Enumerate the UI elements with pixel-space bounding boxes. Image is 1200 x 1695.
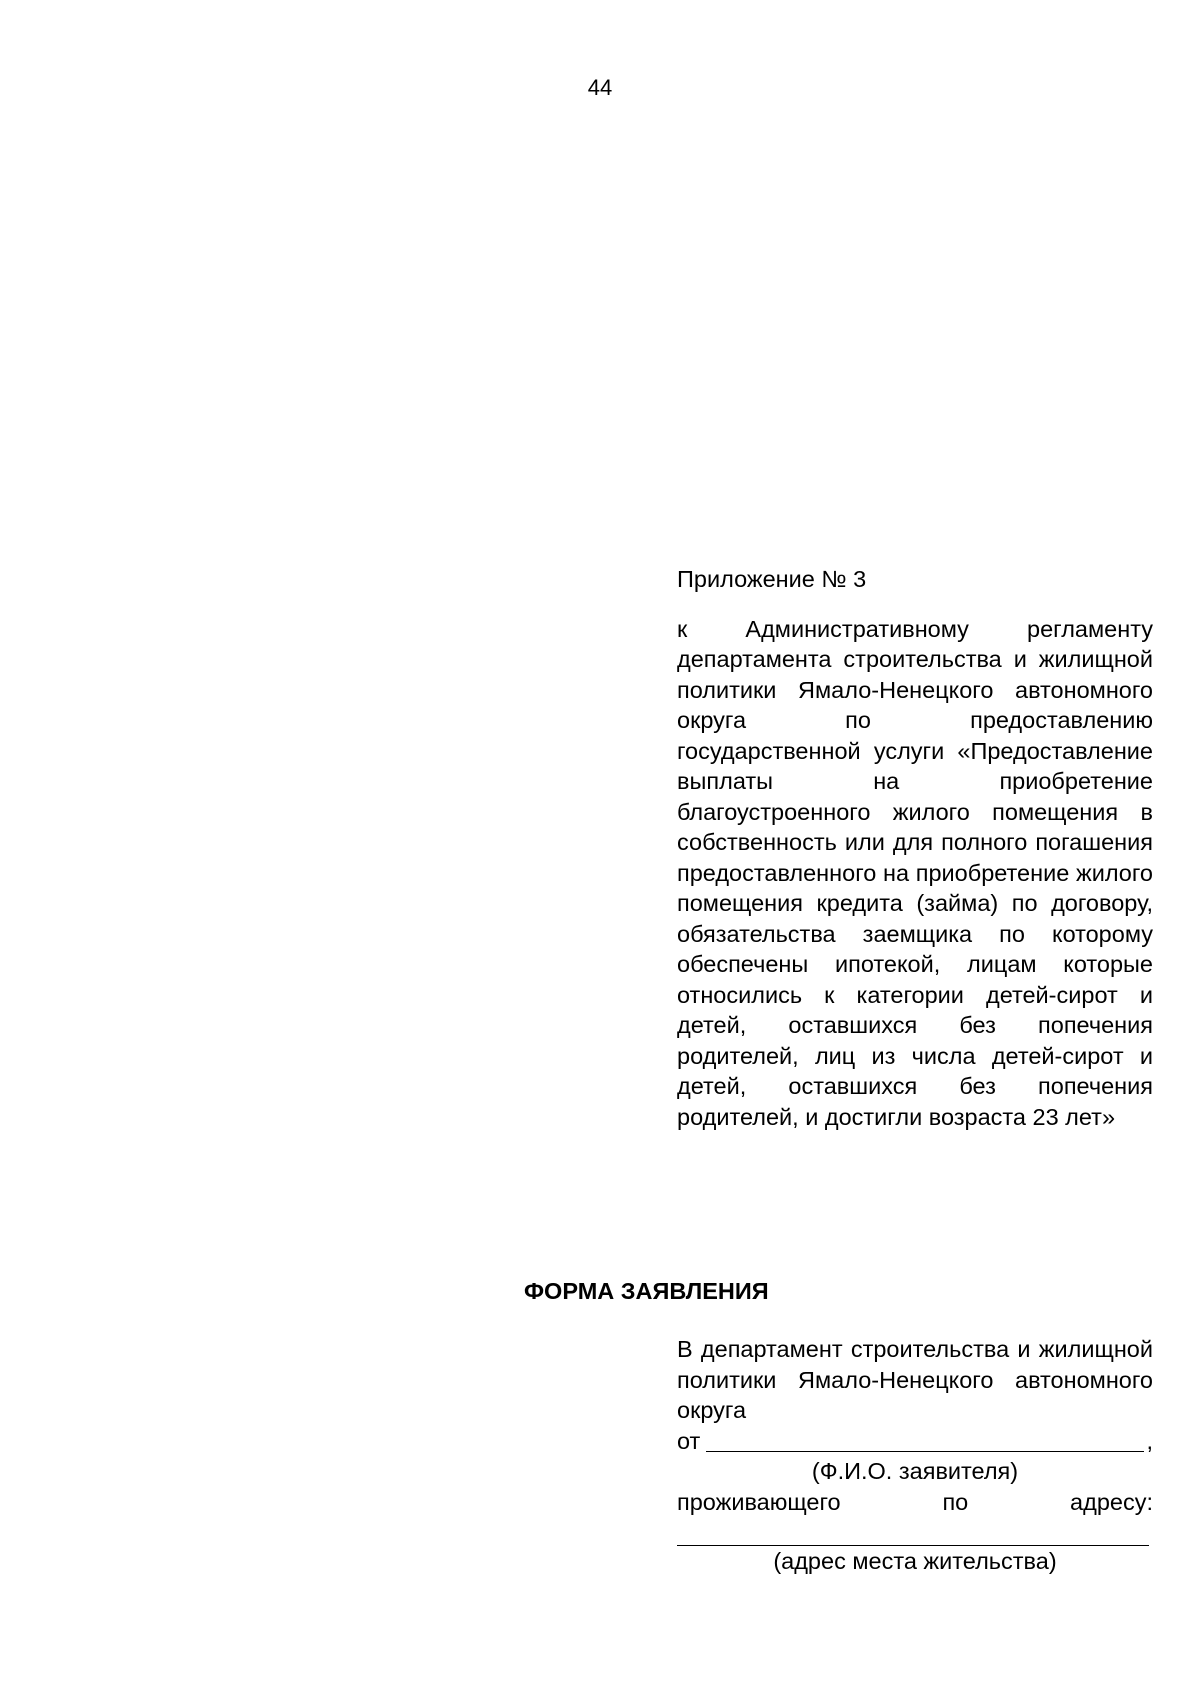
address-blank [677, 1523, 1149, 1546]
from-row [677, 1426, 1153, 1457]
applicant-name-blank [706, 1429, 1144, 1452]
appendix-text: к Административному регламенту департамента строительства и жилищной политики Ямало-Ненецкого автономного округа по предоставлению государственной услуги «Предоставление выплаты на приобретение благоустроенного жилого помещения в собственность или для полного погашения предоставленного на приобретение жилого помещения кредита (займа) по договору, обязательства заемщика по которому обеспечены ипотекой, лицам которые относились к категории детей-сирот и детей, оставшихся без попечения родителей, лиц из числа детей-сирот и детей, оставшихся без попечения родителей, и достигли возраста 23 лет» [677, 615, 1153, 1130]
address-hint: (адрес места жительства) [773, 1548, 1057, 1574]
form-title: ФОРМА ЗАЯВЛЕНИЯ [524, 1278, 769, 1304]
addressee-block [677, 1334, 1153, 1577]
residing-row [677, 1487, 1153, 1518]
appendix-title: Приложение № 3 [677, 566, 867, 592]
from-label: от [677, 1427, 701, 1454]
from-trailing-comma: , [1146, 1427, 1153, 1454]
addressee-text: В департамент строительства и жилищной политики Ямало-Ненецкого автономного округа [677, 1336, 1153, 1423]
page-number: 44 [587, 75, 613, 100]
residing-word-2: по [942, 1488, 969, 1515]
residing-word-1: проживающего [677, 1488, 841, 1515]
applicant-name-hint: (Ф.И.О. заявителя) [811, 1458, 1019, 1484]
appendix-block [677, 564, 1153, 1132]
residing-word-3: адресу: [1070, 1488, 1153, 1515]
